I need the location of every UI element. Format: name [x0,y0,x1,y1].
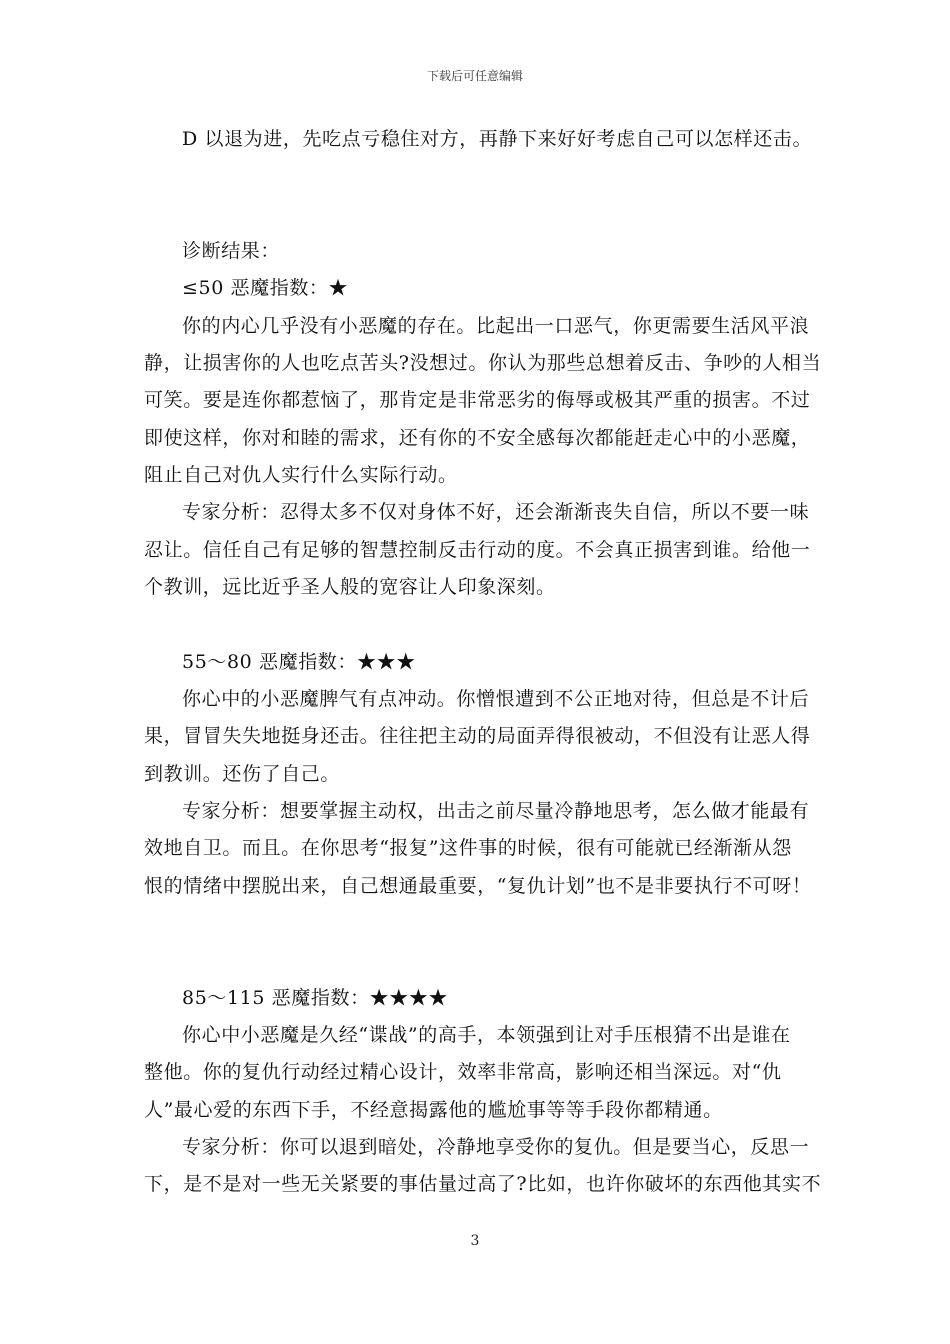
result-description-line: 整他。你的复仇行动经过精心设计，效率非常高，影响还相当深远。对“仇 [144,1061,782,1083]
expert-analysis-line: 专家分析：想要掌握主动权，出击之前尽量冷静地思考，怎么做才能最有 [182,800,810,822]
page-header: 下载后可任意编辑 [426,69,523,83]
result-description-line: 可笑。要是连你都惹恼了，那肯定是非常恶劣的侮辱或极其严重的损害。不过 [144,389,811,411]
expert-analysis-line: 专家分析：忍得太多不仅对身体不好，还会渐渐丧失自信，所以不要一味 [182,501,810,523]
result-description-line: 静，让损害你的人也吃点苦头?没想过。你认为那些总想着反击、争吵的人相当 [144,352,822,374]
option-d-text: D 以退为进，先吃点亏稳住对方，再静下来好好考虑自己可以怎样还击。 [182,128,813,150]
expert-analysis-line: 个教训，远比近乎圣人般的宽容让人印象深刻。 [144,576,556,598]
result-description-line: 人”最心爱的东西下手，不经意揭露他的尴尬事等等手段你都精通。 [144,1099,723,1121]
result-description-line: 到教训。还伤了自己。 [144,763,341,785]
expert-analysis-line: 效地自卫。而且。在你思考“报复”这件事的时候，很有可能就已经渐渐从怨 [144,837,792,859]
result-description-line: 你的内心几乎没有小恶魔的存在。比起出一口恶气，你更需要生活风平浪 [182,315,810,337]
diagnosis-heading: 诊断结果： [182,240,281,262]
page-number: 3 [470,1233,480,1249]
result-title: 85～115 恶魔指数：★★★★ [182,987,449,1009]
result-description-line: 你心中小恶魔是久经“谍战”的高手，本领强到让对手压根猜不出是谁在 [182,1024,791,1046]
result-description-line: 阻止自己对仇人实行什么实际行动。 [144,464,458,486]
result-title: 55～80 恶魔指数：★★★ [182,651,416,673]
result-title: ≤50 恶魔指数：★ [182,277,349,299]
expert-analysis-line: 恨的情绪中摆脱出来，自己想通最重要，“复仇计划”也不是非要执行不可呀！ [144,875,812,897]
result-description-line: 果，冒冒失失地挺身还击。往往把主动的局面弄得很被动，不但没有让恶人得 [144,725,811,747]
result-description-line: 即使这样，你对和睦的需求，还有你的不安全感每次都能赶走心中的小恶魔， [144,427,811,449]
result-description-line: 你心中的小恶魔脾气有点冲动。你憎恨遭到不公正地对待，但总是不计后 [182,688,810,710]
expert-analysis-line: 忍让。信任自己有足够的智慧控制反击行动的度。不会真正损害到谁。给他一 [144,539,811,561]
expert-analysis-line: 专家分析：你可以退到暗处，冷静地享受你的复仇。但是要当心，反思一 [182,1136,810,1158]
expert-analysis-line: 下，是不是对一些无关紧要的事估量过高了?比如，也许你破坏的东西他其实不 [144,1173,822,1195]
